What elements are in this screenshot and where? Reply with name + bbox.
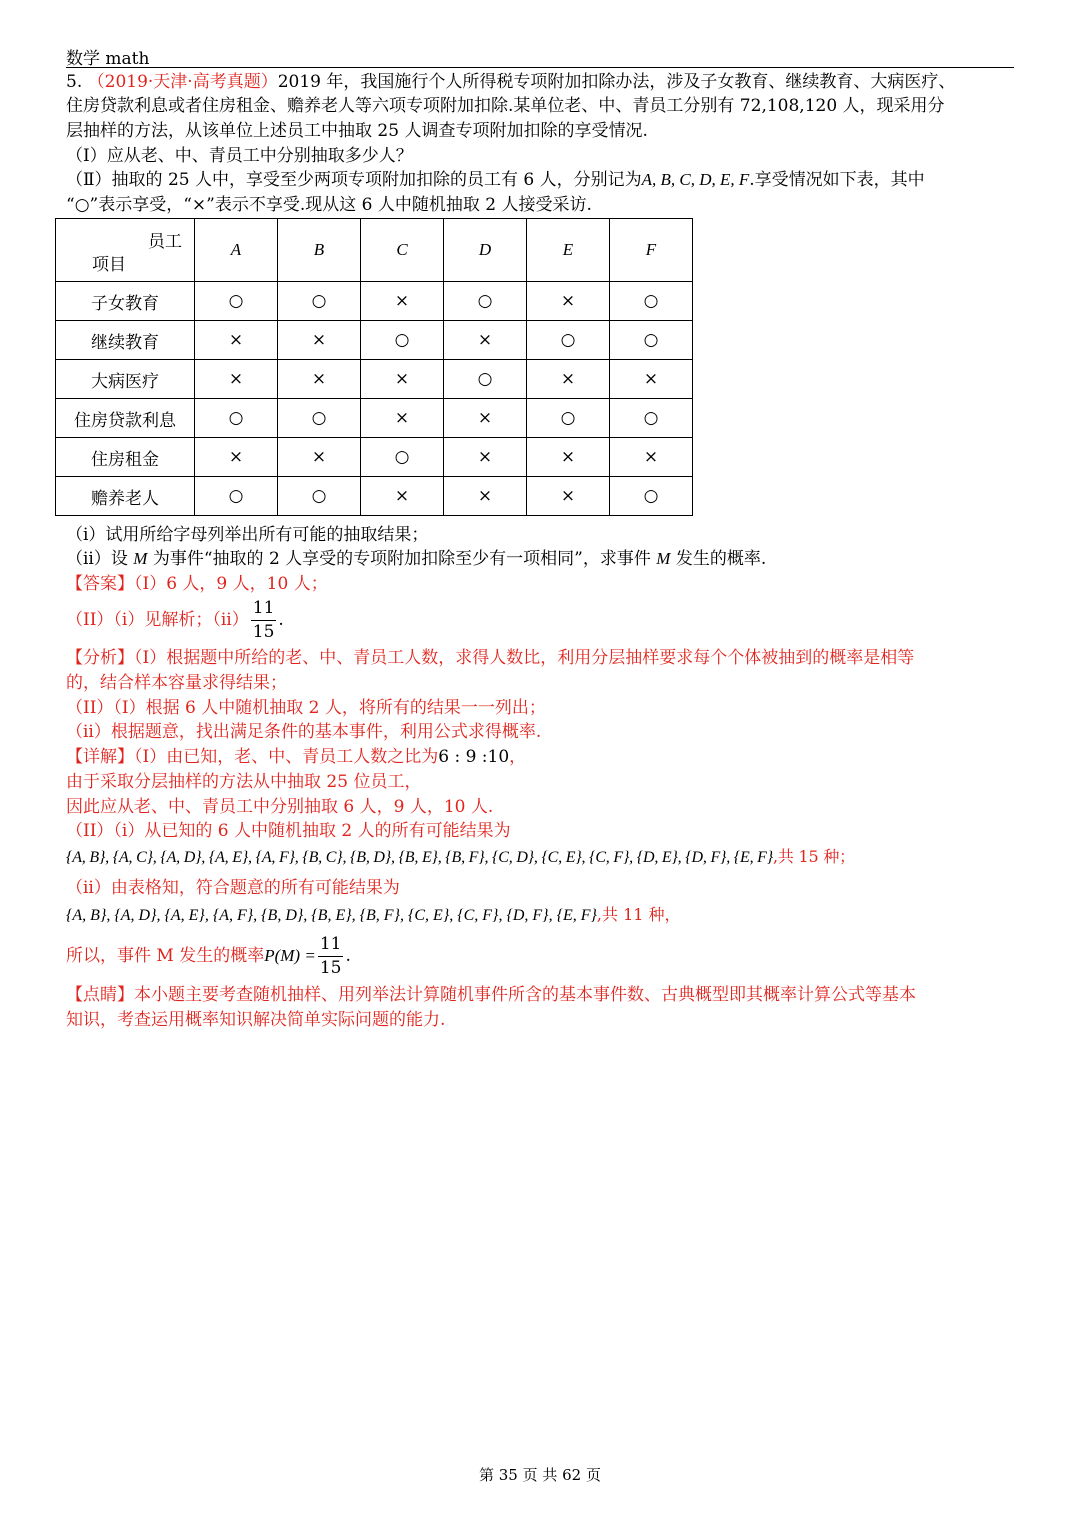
row-label: 继续教育 xyxy=(56,321,195,360)
answer-period: . xyxy=(278,610,284,630)
sub-question-i: （i）试用所给字母列举出所有可能的抽取结果； xyxy=(66,525,429,545)
answer-line-1 xyxy=(66,572,328,596)
detail-line-1 xyxy=(66,745,526,769)
detail-period: . xyxy=(345,946,351,966)
fraction-denominator: 15 xyxy=(319,958,342,978)
problem-intro-3: 层抽样的方法，从该单位上述员工中抽取 25 人调查专项附加扣除的享受情况. xyxy=(66,121,648,141)
detail-line-4: （II）（i）从已知的 6 人中随机抽取 2 人的所有可能结果为 xyxy=(66,821,511,841)
row-label: 赡养老人 xyxy=(56,477,195,516)
page-header: 数学 math xyxy=(66,49,150,69)
table-header-row xyxy=(56,219,693,282)
table-cell: ○ xyxy=(610,282,693,321)
answer-line-2 xyxy=(66,598,284,642)
table-row xyxy=(56,282,693,321)
table-cell: ○ xyxy=(444,360,527,399)
table-cell: × xyxy=(195,360,278,399)
table-cell: × xyxy=(444,477,527,516)
table-row xyxy=(56,321,693,360)
row-label: 子女教育 xyxy=(56,282,195,321)
problem-line-1 xyxy=(66,70,955,94)
probability-fraction xyxy=(318,936,344,977)
table-cell: × xyxy=(361,477,444,516)
detail-label: 【详解】 xyxy=(66,747,134,767)
fraction-denominator: 15 xyxy=(252,622,275,642)
table-cell: × xyxy=(278,438,361,477)
detail-line-7 xyxy=(66,903,681,928)
comment-line-1 xyxy=(66,983,916,1007)
detail-line-2: 由于采取分层抽样的方法从中抽取 25 位员工， xyxy=(66,772,422,792)
outcome-list-all: {A, B}, {A, C}, {A, D}, {A, E}, {A, F}, {B, C}, {B, D}, {B, E}, {B, F}, {C, D}, {C, E}, {C, F}, {D, E}, {D, F}, {E, F} xyxy=(66,849,773,866)
answer-fraction xyxy=(251,600,277,641)
outcome-list-favorable: {A, B}, {A, D}, {A, E}, {A, F}, {B, D}, {B, E}, {B, F}, {C, E}, {C, F}, {D, F}, {E, F} xyxy=(66,907,597,924)
problem-part-2-line-2: “○”表示享受，“×”表示不享受.现从这 6 人中随机抽取 2 人接受采访. xyxy=(66,195,592,215)
table-cell: ○ xyxy=(610,477,693,516)
column-header: C xyxy=(361,219,444,282)
probability-expression: P(M) = xyxy=(264,946,316,965)
analysis-line-2: 的，结合样本容量求得结果； xyxy=(66,673,287,693)
column-header: B xyxy=(278,219,361,282)
table-cell: × xyxy=(278,360,361,399)
outcome-count-favorable: ,共 11 种， xyxy=(596,905,681,924)
table-cell: × xyxy=(444,438,527,477)
table-cell: × xyxy=(444,321,527,360)
table-cell: × xyxy=(361,399,444,438)
table-cell: ○ xyxy=(444,282,527,321)
page-footer: 第 35 页 共 62 页 xyxy=(478,1466,601,1484)
problem-part-2-tail: .享受情况如下表，其中 xyxy=(749,170,925,190)
table-cell: ○ xyxy=(195,282,278,321)
outcome-count-all: ,共 15 种； xyxy=(772,847,855,866)
sub-question-ii-b: 为事件“抽取的 2 人享受的专项附加扣除至少有一项相同”，求事件 xyxy=(152,549,651,569)
fraction-numerator: 11 xyxy=(251,600,277,621)
column-header: E xyxy=(527,219,610,282)
comment-text-1: 本小题主要考查随机抽样、用列举法计算随机事件所含的基本事件数、古典概型即其概率计算公式等基本 xyxy=(134,985,916,1005)
table-cell: × xyxy=(195,438,278,477)
problem-part-1: （Ⅰ）应从老、中、青员工中分别抽取多少人？ xyxy=(66,146,413,166)
analysis-line-4: （ii）根据题意，找出满足条件的基本事件，利用公式求得概率. xyxy=(66,722,542,742)
detail-line-3: 因此应从老、中、青员工中分别抽取 6 人，9 人，10 人. xyxy=(66,797,494,817)
analysis-line-3: （II）（I）根据 6 人中随机抽取 2 人，将所有的结果一一列出； xyxy=(66,698,546,718)
problem-source: （2019·天津·高考真题） xyxy=(87,72,278,92)
detail-text-1b: ， xyxy=(509,747,527,767)
table-cell: ○ xyxy=(361,438,444,477)
header-divider xyxy=(66,67,1014,68)
table-corner-cell xyxy=(56,219,195,282)
table-cell: ○ xyxy=(527,399,610,438)
answer-label: 【答案】 xyxy=(66,574,134,594)
table-row xyxy=(56,360,693,399)
sub-question-ii-c: 发生的概率. xyxy=(675,549,767,569)
event-var: M xyxy=(133,549,148,568)
problem-number: 5. xyxy=(66,72,88,92)
table-cell: × xyxy=(361,282,444,321)
table-cell: × xyxy=(195,321,278,360)
column-header: F xyxy=(610,219,693,282)
table-cell: × xyxy=(527,477,610,516)
table-cell: ○ xyxy=(195,399,278,438)
table-row xyxy=(56,399,693,438)
analysis-text-1: （I）根据题中所给的老、中、青员工人数，求得人数比，利用分层抽样要求每个个体被抽到的概率是相等 xyxy=(134,648,915,668)
comment-label: 【点睛】 xyxy=(66,985,134,1005)
table-row xyxy=(56,438,693,477)
answer-text-1: （I）6 人，9 人，10 人； xyxy=(134,574,328,594)
ratio-expression: 6 : 9 :10 xyxy=(438,747,510,767)
row-label: 住房贷款利息 xyxy=(56,399,195,438)
detail-line-5 xyxy=(66,845,855,870)
problem-part-2 xyxy=(66,168,925,192)
row-label: 住房租金 xyxy=(56,438,195,477)
table-cell: × xyxy=(444,399,527,438)
corner-label-item: 项目 xyxy=(92,255,126,275)
problem-part-2-text: （Ⅱ）抽取的 25 人中，享受至少两项专项附加扣除的员工有 6 人，分别记为 xyxy=(66,170,642,190)
table-cell: × xyxy=(527,360,610,399)
table-row xyxy=(56,477,693,516)
table-cell: × xyxy=(527,438,610,477)
table-cell: ○ xyxy=(195,477,278,516)
problem-intro-2: 住房贷款利息或者住房租金、赡养老人等六项专项附加扣除.某单位老、中、青员工分别有 72,108,120 人，现采用分 xyxy=(66,96,945,116)
answer-text-2: （II）（i）见解析；（ii） xyxy=(66,610,249,630)
column-header: D xyxy=(444,219,527,282)
detail-text-1: （I）由已知，老、中、青员工人数之比为 xyxy=(134,747,439,767)
detail-line-8 xyxy=(66,934,351,978)
table-cell: ○ xyxy=(610,321,693,360)
table-cell: × xyxy=(610,360,693,399)
table-cell: ○ xyxy=(278,282,361,321)
benefit-table xyxy=(55,218,693,516)
table-cell: × xyxy=(361,360,444,399)
table-cell: ○ xyxy=(361,321,444,360)
sub-question-ii-a: （ii）设 xyxy=(66,549,128,569)
corner-label-employee: 员工 xyxy=(148,232,182,252)
event-var: M xyxy=(656,549,671,568)
analysis-line-1 xyxy=(66,646,914,670)
table-cell: ○ xyxy=(278,399,361,438)
detail-text-8: 所以，事件 M 发生的概率 xyxy=(66,946,265,966)
detail-line-6: （ii）由表格知，符合题意的所有可能结果为 xyxy=(66,878,400,898)
table-cell: × xyxy=(610,438,693,477)
column-header: A xyxy=(195,219,278,282)
sub-question-ii xyxy=(66,547,766,571)
table-cell: × xyxy=(527,282,610,321)
table-cell: ○ xyxy=(610,399,693,438)
table-cell: × xyxy=(278,321,361,360)
problem-intro-1: 2019 年，我国施行个人所得税专项附加扣除办法，涉及子女教育、继续教育、大病医疗、 xyxy=(277,72,956,92)
analysis-label: 【分析】 xyxy=(66,648,134,668)
table-cell: ○ xyxy=(527,321,610,360)
problem-part-2-vars: A, B, C, D, E, F xyxy=(641,170,750,189)
row-label: 大病医疗 xyxy=(56,360,195,399)
fraction-numerator: 11 xyxy=(318,936,344,957)
comment-line-2: 知识，考查运用概率知识解决简单实际问题的能力. xyxy=(66,1010,446,1030)
table-cell: ○ xyxy=(278,477,361,516)
